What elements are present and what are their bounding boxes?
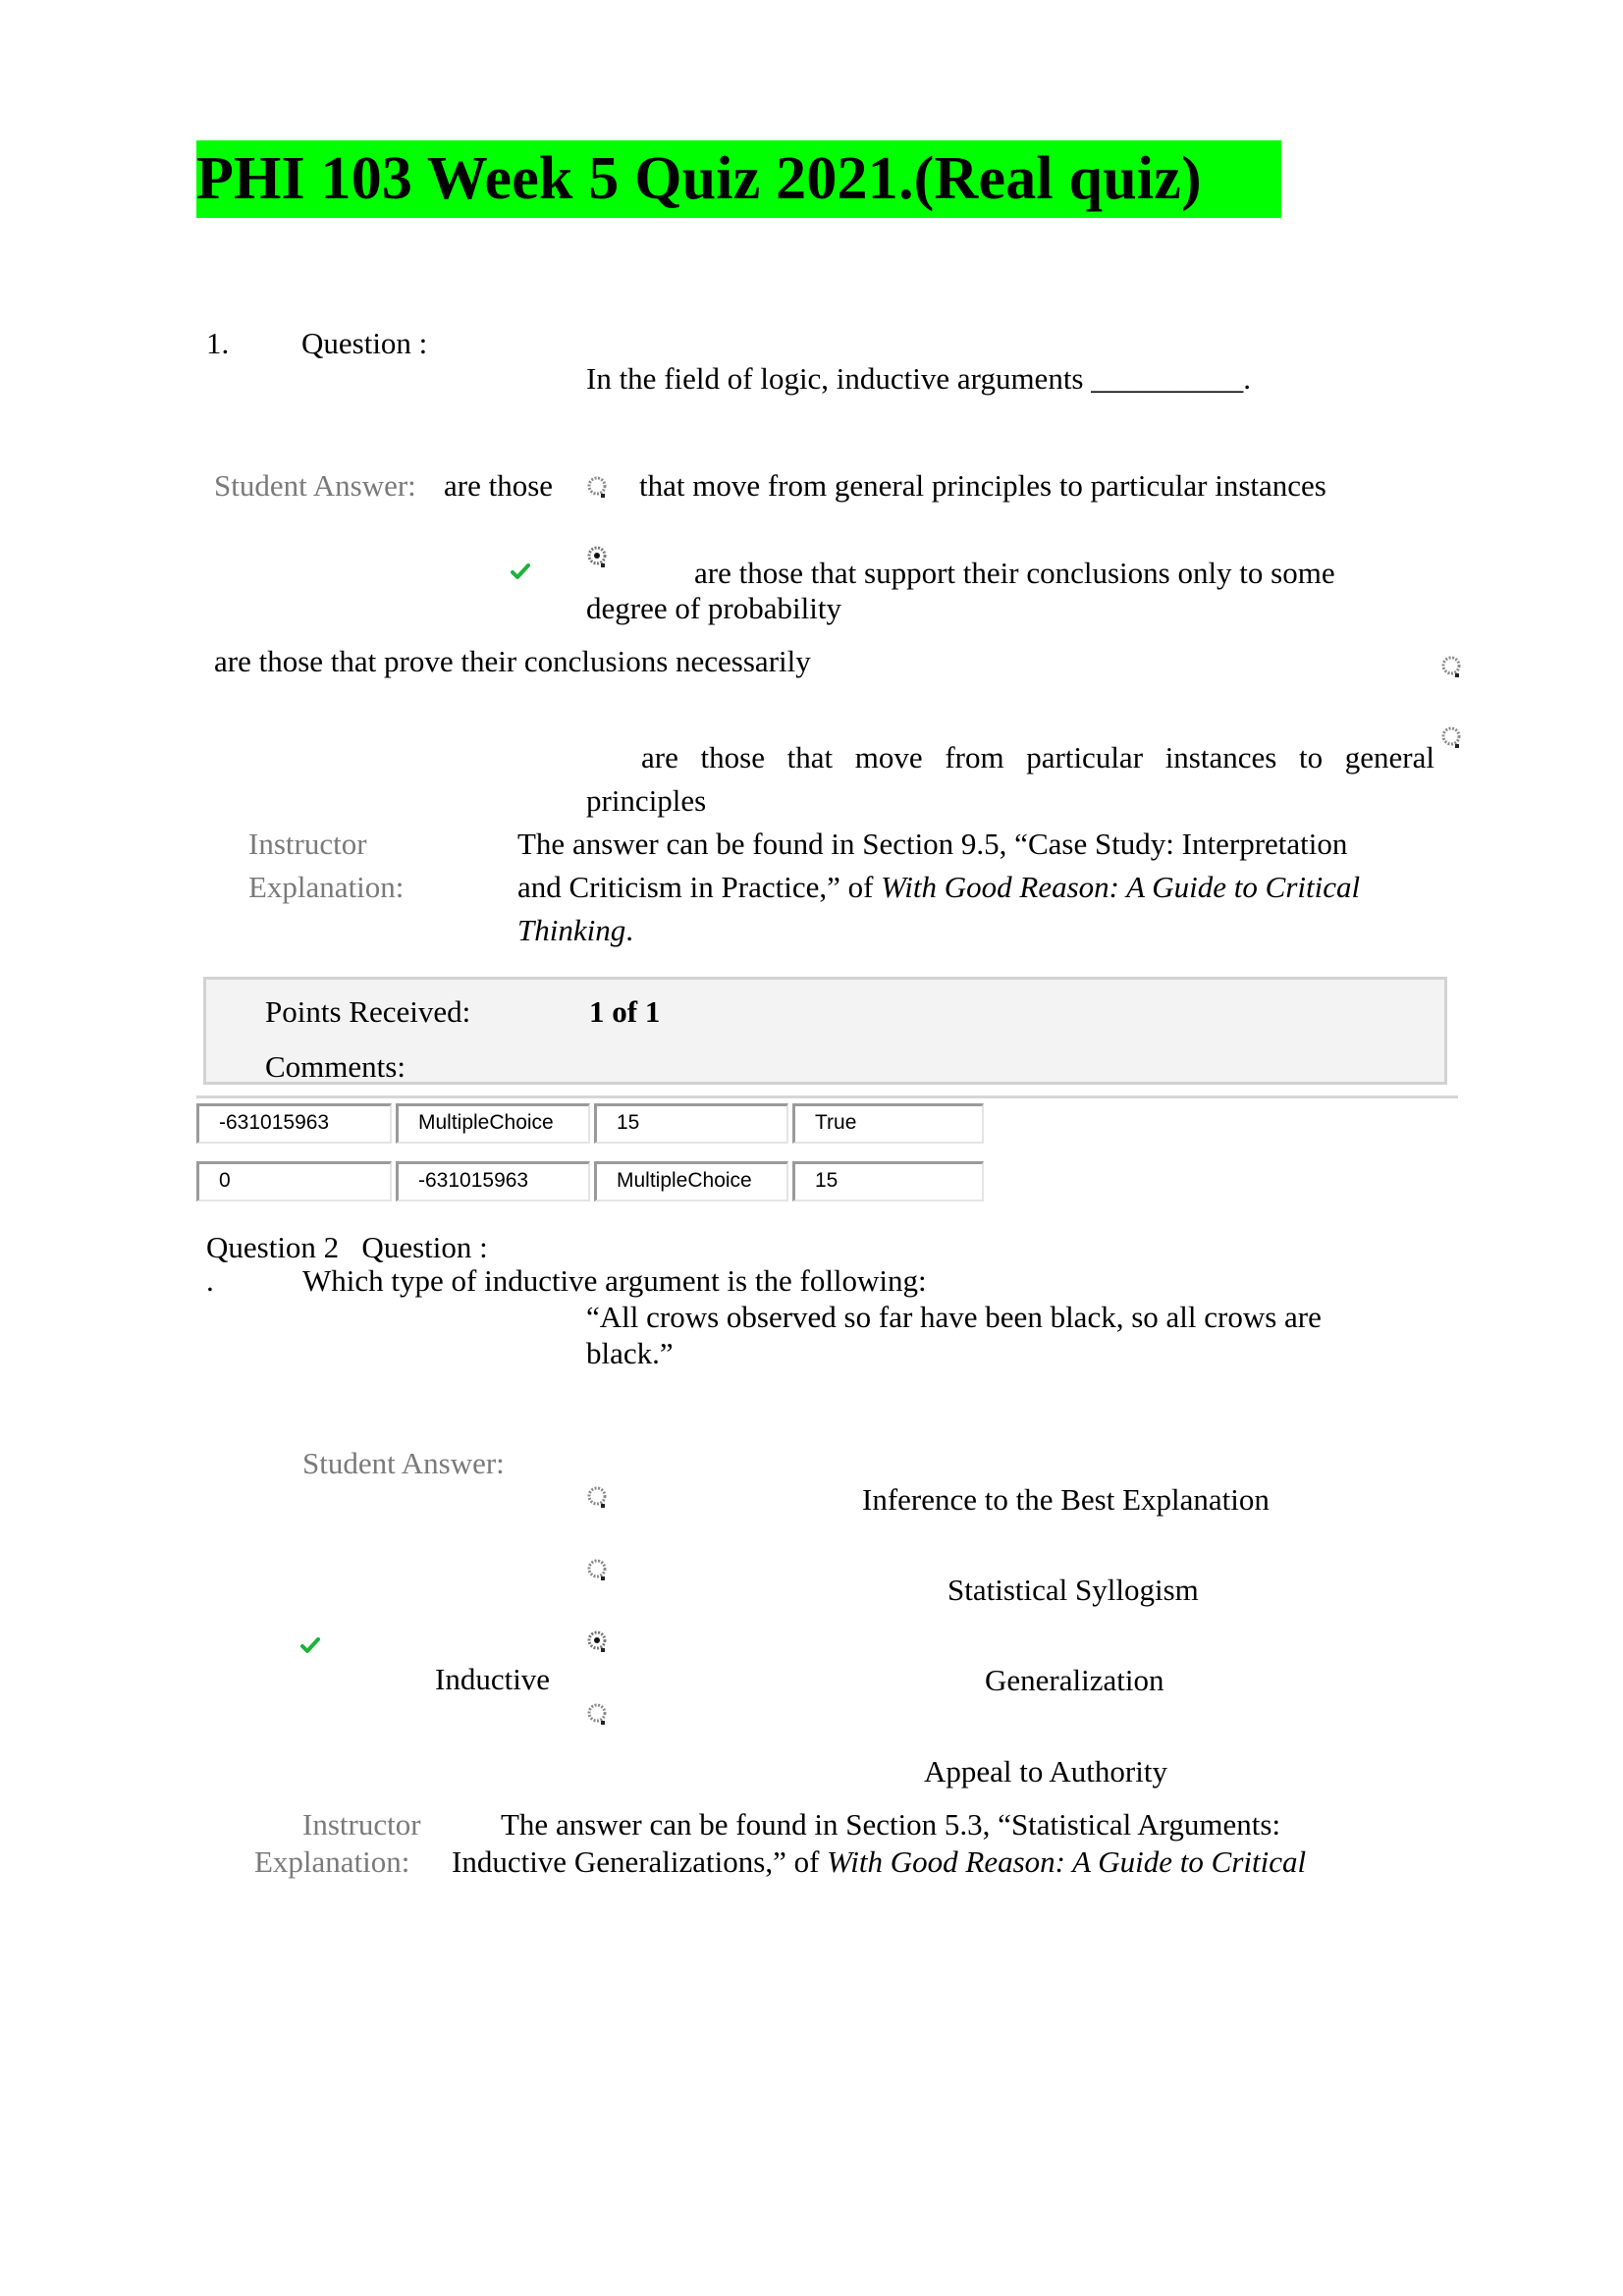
explanation-label: Explanation: (248, 870, 405, 904)
table-cell: MultipleChoice (396, 1103, 590, 1144)
book-title: With Good Reason: A Guide to Critical (827, 1844, 1307, 1879)
answer-option: Generalization (985, 1663, 1164, 1697)
radio-selected-icon[interactable] (586, 545, 608, 566)
radio-unselected-icon[interactable] (586, 475, 608, 497)
table-cell: MultipleChoice (594, 1161, 788, 1201)
book-title: With Good Reason: A Guide to Critical (881, 870, 1361, 904)
radio-unselected-icon[interactable] (586, 1485, 608, 1507)
answer-option-continuation: principles (586, 783, 707, 818)
radio-unselected-icon[interactable] (1440, 655, 1462, 676)
answer-option: Inference to the Best Explanation (862, 1482, 1270, 1517)
answer-option: are those that move from particular instances to general (641, 740, 1434, 774)
points-label: Points Received: (265, 994, 471, 1029)
correct-checkmark-icon (300, 1636, 320, 1654)
table-cell: True (792, 1103, 984, 1144)
student-answer-value: Inductive (435, 1662, 551, 1696)
radio-unselected-icon[interactable] (1440, 725, 1462, 747)
question-prompt-quote: “All crows observed so far have been black, so all crows are (586, 1300, 1322, 1334)
book-title: Thinking (517, 913, 626, 947)
student-answer-label: Student Answer: (302, 1446, 505, 1480)
explanation-text (517, 872, 1360, 902)
table-cell: 15 (792, 1161, 984, 1201)
explanation-label: Instructor (248, 827, 367, 861)
answer-option: Appeal to Authority (924, 1754, 1167, 1789)
answer-option-continuation: degree of probability (586, 591, 841, 625)
student-answer-label: Student Answer: (214, 468, 416, 503)
explanation-label: Explanation: (254, 1844, 410, 1879)
radio-unselected-icon[interactable] (586, 1558, 608, 1579)
table-cell: -631015963 (196, 1103, 392, 1144)
correct-checkmark-icon (511, 562, 530, 580)
answer-option: are those that prove their conclusions necessarily (214, 644, 811, 678)
explanation-label: Instructor (302, 1807, 421, 1842)
question-number-dot: . (206, 1263, 214, 1298)
divider (196, 1095, 1458, 1098)
explanation-text-plain: and Criticism in Practice,” of (517, 870, 882, 904)
answer-option: Statistical Syllogism (947, 1573, 1199, 1607)
explanation-text: The answer can be found in Section 5.3, “Statistical Arguments: (501, 1807, 1281, 1842)
radio-selected-icon[interactable] (586, 1629, 608, 1651)
explanation-text-plain: Inductive Generalizations,” of (452, 1844, 828, 1879)
question-prompt: In the field of logic, inductive arguments __________. (586, 361, 1251, 396)
explanation-text (517, 915, 633, 945)
student-answer-value: are those (444, 468, 554, 503)
comments-label: Comments: (265, 1049, 406, 1084)
question-prompt-quote: black.” (586, 1336, 674, 1370)
page-title: PHI 103 Week 5 Quiz 2021.(Real quiz) (196, 140, 1281, 218)
table-cell: 0 (196, 1161, 392, 1201)
explanation-text-plain: . (625, 913, 633, 947)
question-label: Question : (301, 326, 428, 360)
answer-option: are those that support their conclusions only to some (694, 556, 1335, 590)
radio-unselected-icon[interactable] (586, 1702, 608, 1724)
table-cell: -631015963 (396, 1161, 590, 1201)
answer-option: that move from general principles to particular instances (639, 468, 1326, 503)
question-label: Question 2 Question : (206, 1230, 488, 1264)
question-prompt: Which type of inductive argument is the following: (302, 1263, 927, 1298)
table-cell: 15 (594, 1103, 788, 1144)
explanation-text: The answer can be found in Section 9.5, “Case Study: Interpretation (517, 827, 1348, 861)
points-value: 1 of 1 (589, 994, 661, 1029)
explanation-text (452, 1846, 1306, 1877)
question-number: 1. (206, 326, 230, 360)
